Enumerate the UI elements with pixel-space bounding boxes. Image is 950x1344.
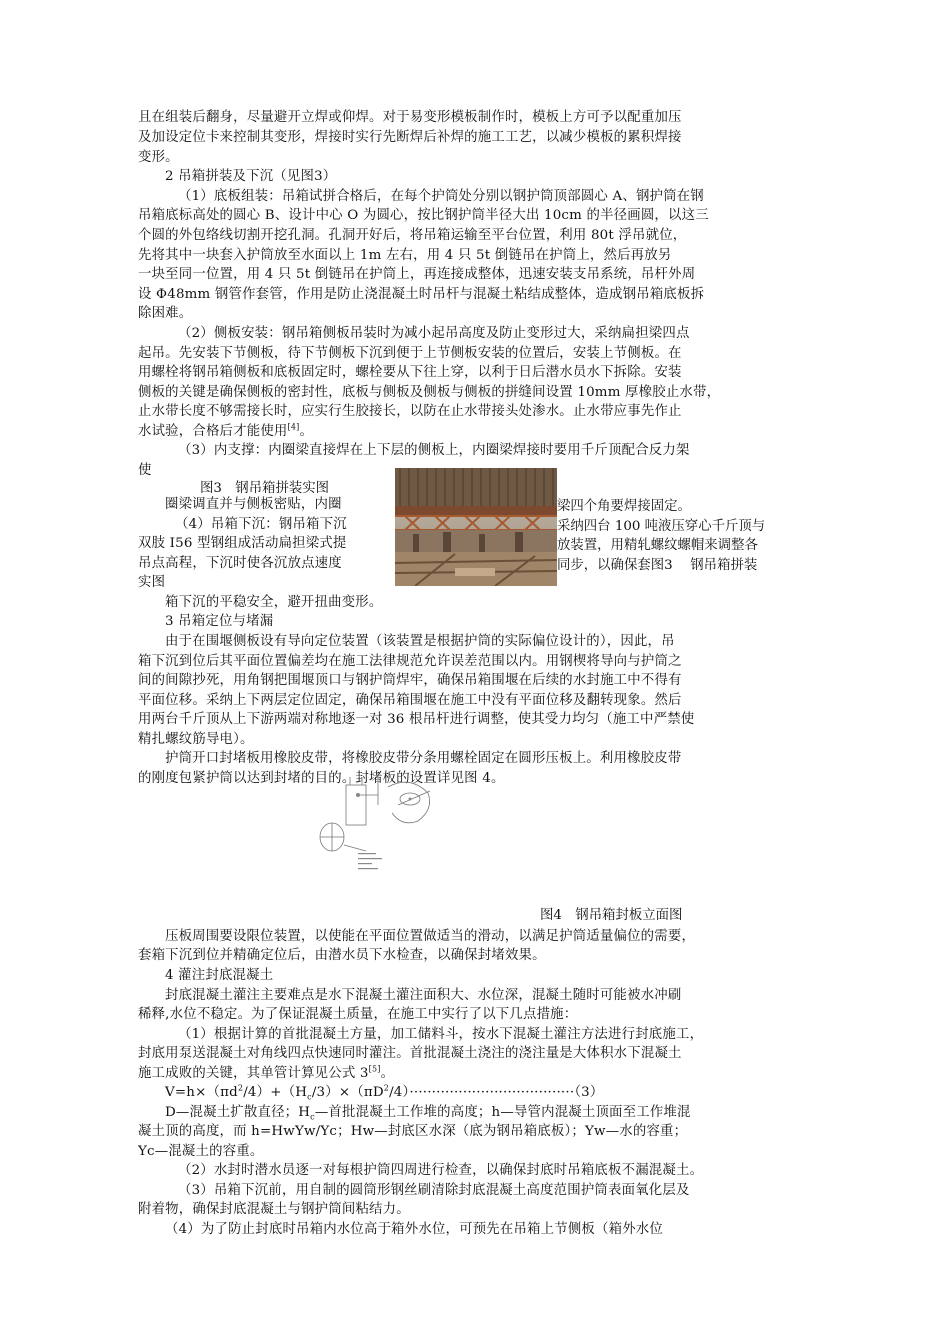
text-line: 梁四个角要焊接固定。 xyxy=(557,499,691,514)
text-line: 的刚度包紧护筒以达到封堵的目的。封堵板的设置详见图 4。 xyxy=(138,771,505,786)
text-line: 精扎螺纹筋导电）。 xyxy=(138,732,254,747)
text-line: 实图 xyxy=(138,575,166,590)
formula-sub: c xyxy=(307,1092,312,1102)
text-line: （3）吊箱下沉前，用自制的圆筒形钢丝刷清除封底混凝土高度范围护筒表面氧化层及 xyxy=(178,1183,690,1198)
formula-part: /4）+（H xyxy=(243,1085,308,1100)
text-line: 附着物，确保封底混凝土与钢护筒间粘结力。 xyxy=(138,1202,410,1217)
formula-part: V=h×（πd xyxy=(165,1085,238,1100)
text-line: 双肢 I56 型钢组成活动扁担梁式提 xyxy=(138,536,347,551)
text-line: （1）底板组装：吊箱试拼合格后，在每个护筒处分别以钢护筒顶部圆心 A、钢护筒在钢 xyxy=(178,189,704,204)
text-line xyxy=(138,1064,394,1083)
text-span: —首批混凝土工作堆的高度；h—导管内混凝土顶面至工作堆混 xyxy=(314,1105,691,1120)
text-span: 水试验，合格后才能使用 xyxy=(138,424,288,439)
formula-part: /3）×（πD xyxy=(311,1085,384,1100)
text-line: 平面位移。采纳上下两层定位固定，确保吊箱围堰在施工中没有平面位移及翻转现象。然后 xyxy=(138,693,682,708)
formula-3 xyxy=(165,1083,604,1102)
text-line: 间的间隙抄死，用角钢把围堰顶口与钢护筒焊牢，确保吊箱围堰在后续的水封施工中不得有 xyxy=(138,673,682,688)
text-line: （4）为了防止封底时吊箱内水位高于箱外水位，可预先在吊箱上节侧板（箱外水位 xyxy=(165,1222,663,1237)
text-line: 封底用泵送混凝土对角线四点快速同时灌注。首批混凝土浇注的浇注量是大体积水下混凝土 xyxy=(138,1046,682,1061)
text-span: 。 xyxy=(299,424,314,439)
text-line: 起吊。先安装下节侧板，待下节侧板下沉到便于上节侧板安装的位置后，安装上节侧板。在 xyxy=(138,346,682,361)
steel-box-assembly-photo xyxy=(395,468,557,586)
text-line: 同步，以确保套图3 钢吊箱拼装 xyxy=(557,558,758,573)
text-line: 圈梁调直并与侧板密贴，内圈 xyxy=(165,497,342,512)
citation: [5] xyxy=(368,1064,381,1074)
text-span: 施工成败的关键，其单管计算见公式 3 xyxy=(138,1066,369,1081)
figure-3-caption: 图3 钢吊箱拼装实图 xyxy=(200,481,330,496)
section-heading: 2 吊箱拼装及下沉（见图3） xyxy=(165,169,337,184)
figure-4-caption: 图4 钢吊箱封板立面图 xyxy=(540,908,683,923)
text-line: 封底混凝土灌注主要难点是水下混凝土灌注面积大、水位深，混凝土随时可能被水冲刷 xyxy=(165,988,682,1003)
text-line: 止水带长度不够需接长时，应实行生胶接长，以防在止水带接头处渗水。止水带应事先作止 xyxy=(138,404,682,419)
text-line: 且在组装后翻身，尽量避开立焊或仰焊。对于易变形模板制作时，模板上方可予以配重加压 xyxy=(138,110,682,125)
text-line xyxy=(165,1103,691,1122)
text-line: 用两台千斤顶从上下游两端对称地逐一对 36 根吊杆进行调整，使其受力均匀（施工中严禁使 xyxy=(138,712,695,727)
text-line: 侧板的关键是确保侧板的密封性，底板与侧板及侧板与侧板的拼缝间设置 10mm 厚橡胶止水带， xyxy=(138,385,721,400)
text-line: 箱下沉的平稳安全，避开扭曲变形。 xyxy=(165,595,383,610)
text-line: 采纳四台 100 吨液压穿心千斤顶与 xyxy=(557,519,766,534)
text-line: 除困难。 xyxy=(138,306,193,321)
text-line: 压板周围要设限位装置，以使能在平面位置做适当的滑动，以满足护筒适量偏位的需要， xyxy=(165,929,696,944)
text-line: （3）内支撑：内圈梁直接焊在上下层的侧板上，内圈梁焊接时要用千斤顶配合反力架 xyxy=(178,443,690,458)
formula-sup: 2 xyxy=(383,1083,390,1093)
text-line: 变形。 xyxy=(138,150,179,165)
section-heading: 3 吊箱定位与堵漏 xyxy=(165,614,274,629)
text-line: 护筒开口封堵板用橡胶皮带，将橡胶皮带分条用螺栓固定在圆形压板上。利用橡胶皮带 xyxy=(165,751,682,766)
text-line: Υc—混凝土的容重。 xyxy=(138,1144,264,1159)
text-span: D—混凝土扩散直径；H xyxy=(165,1105,311,1120)
text-line: 箱下沉到位后其平面位置偏差均在施工法律规范允许误差范围以内。用钢楔将导向与护筒之 xyxy=(138,654,682,669)
text-line xyxy=(138,422,313,441)
text-line: （2）侧板安装：钢吊箱侧板吊装时为减小起吊高度及防止变形过大，采纳扁担梁四点 xyxy=(178,326,690,341)
formula-part: /4）·····································（3） xyxy=(389,1085,604,1100)
text-line: 个圆的外包络线切割开挖孔洞。孔洞开好后，将吊箱运输至平台位置，利用 80t 浮吊就位， xyxy=(138,228,687,243)
text-line: 套箱下沉到位并精确定位后，由潜水员下水检查，以确保封堵效果。 xyxy=(138,948,546,963)
text-line: 用螺栓将钢吊箱侧板和底板固定时，螺栓要从下往上穿，以利于日后潜水员水下拆除。安装 xyxy=(138,365,682,380)
photo-icon xyxy=(395,468,557,586)
formula-sup: 2 xyxy=(237,1083,244,1093)
text-line: 稀释,水位不稳定。为了保证混凝土质量，在施工中实行了以下几点措施： xyxy=(138,1007,578,1022)
text-line: 一块至同一位置，用 4 只 5t 倒链吊在护筒上，再连接成整体，迅速安装支吊系统，吊杆外周 xyxy=(138,267,696,282)
text-line: （2）水封时潜水员逐一对每根护筒四周进行检查，以确保封底时吊箱底板不漏混凝土。 xyxy=(178,1163,704,1178)
text-line: 吊点高程，下沉时使各沉放点速度 xyxy=(138,556,342,571)
text-span: 。 xyxy=(380,1066,395,1081)
drawing-icon xyxy=(318,765,438,875)
text-line: 设 Φ48mm 钢管作套管，作用是防止浇混凝土时吊杆与混凝土粘结成整体，造成钢吊箱底板拆 xyxy=(138,287,705,302)
text-line: 及加设定位卡来控制其变形，焊接时实行先断焊后补焊的施工工艺，以减少模板的累积焊接 xyxy=(138,130,682,145)
sealing-plate-elevation-drawing xyxy=(318,765,438,875)
section-heading: 4 灌注封底混凝土 xyxy=(165,968,274,983)
text-line: 先将其中一块套入护筒放至水面以上 1m 左右，用 4 只 5t 倒链吊在护筒上，然后再放另 xyxy=(138,248,672,263)
text-line: （1）根据计算的首批混凝土方量，加工储料斗，按水下混凝土灌注方法进行封底施工， xyxy=(178,1027,704,1042)
text-line: 由于在围堰侧板设有导向定位装置（该装置是根据护筒的实际偏位设计的），因此，吊 xyxy=(165,634,675,649)
text-line: 凝土顶的高度，而 h=HwΥw/Υc；Hw—封底区水深（底为钢吊箱底板）；Υw—水的容重； xyxy=(138,1124,688,1139)
text-line: （4）吊箱下沉：钢吊箱下沉 xyxy=(175,517,347,532)
citation: [4] xyxy=(287,422,300,432)
text-line: 放装置，用精轧螺纹螺帽来调整各 xyxy=(557,538,758,553)
text-sub: c xyxy=(310,1112,315,1122)
text-line: 使 xyxy=(138,463,152,478)
text-line: 吊箱底标高处的圆心 B、设计中心 O 为圆心，按比钢护筒半径大出 10cm 的半径画圆，以这三 xyxy=(138,208,709,223)
